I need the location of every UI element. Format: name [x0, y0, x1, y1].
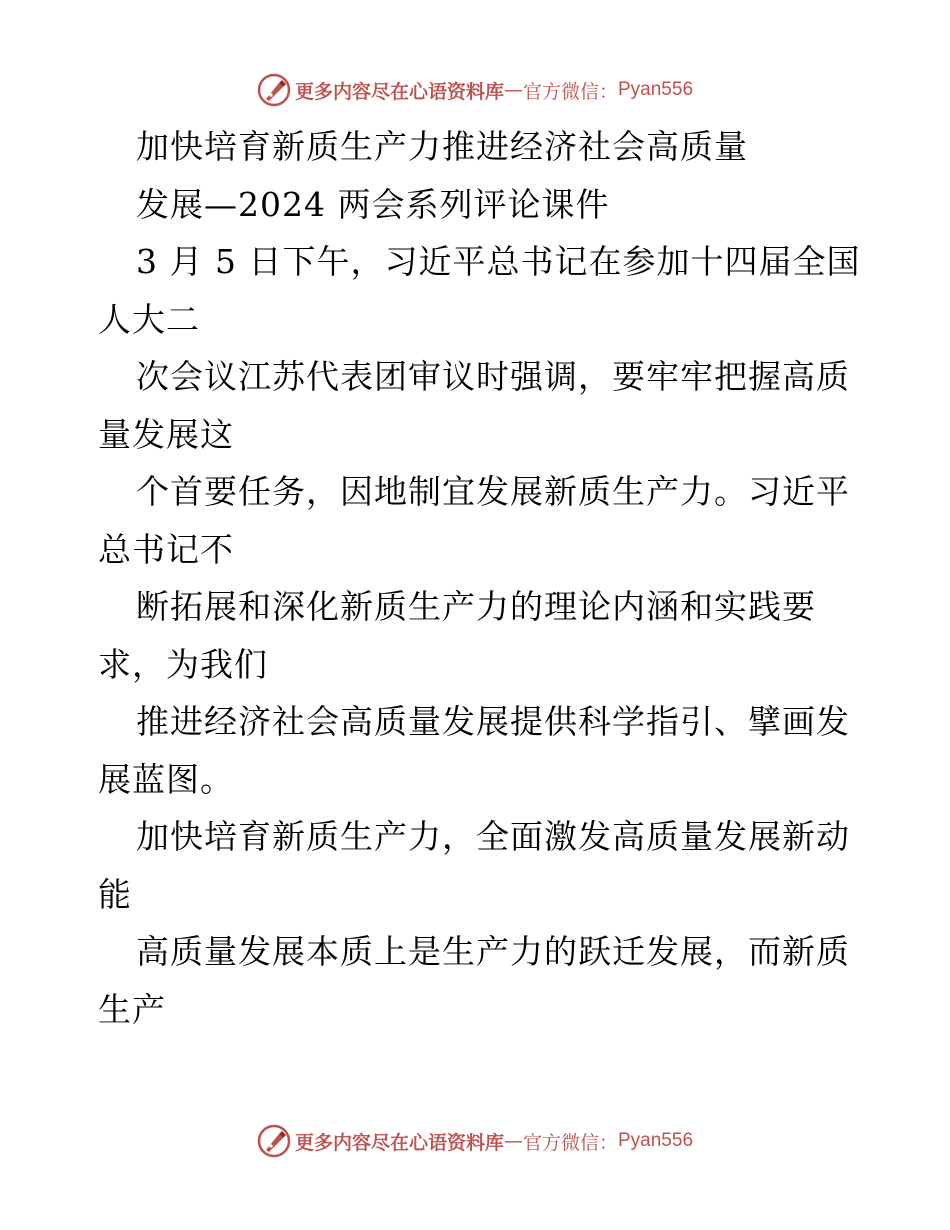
paragraph-line: 推进经济社会高质量发展提供科学指引、擘画发 [136, 702, 850, 741]
paragraph-line: 次会议江苏代表团审议时强调，要牢牢把握高质 [136, 357, 850, 396]
watermark-wechat-label: 官方微信： [522, 80, 618, 103]
paragraph-line-wrap: 量发展这 [98, 414, 234, 454]
paragraph-line-wrap: 展蓝图。 [98, 759, 234, 799]
watermark-wechat-id: Pyan556 [618, 1130, 694, 1151]
paragraph-line: 高质量发展本质上是生产力的跃迁发展，而新质 [136, 932, 850, 971]
watermark-wechat-label: 官方微信： [522, 1131, 618, 1154]
paragraph-line: 3 月 5 日下午，习近平总书记在参加十四届全国 [136, 242, 861, 281]
paragraph-line-wrap: 求，为我们 [98, 644, 268, 684]
header-watermark [0, 68, 950, 112]
fountain-pen-logo-icon [257, 73, 291, 107]
watermark-wechat-id: Pyan556 [618, 79, 694, 100]
section-heading-line-wrap: 能 [98, 874, 132, 914]
document-body [98, 118, 868, 1038]
doc-title-line-1: 加快培育新质生产力推进经济社会高质量 [136, 127, 748, 166]
watermark-dash: — [503, 79, 523, 101]
footer-watermark [0, 1119, 950, 1163]
watermark-site-text: 更多内容尽在心语资料库 [294, 1131, 504, 1154]
doc-title-line-2: 发展—2024 两会系列评论课件 [136, 184, 610, 224]
watermark-dash: — [503, 1130, 523, 1152]
paragraph-line-wrap: 生产 [98, 989, 166, 1029]
section-heading-line: 加快培育新质生产力，全面激发高质量发展新动 [136, 817, 850, 856]
fountain-pen-logo-icon [257, 1124, 291, 1158]
paragraph-line: 断拓展和深化新质生产力的理论内涵和实践要 [136, 587, 816, 626]
paragraph-line-wrap: 人大二 [98, 299, 200, 339]
paragraph-line-wrap: 总书记不 [98, 529, 234, 569]
watermark-site-text: 更多内容尽在心语资料库 [294, 80, 504, 103]
paragraph-line: 个首要任务，因地制宜发展新质生产力。习近平 [136, 472, 850, 511]
